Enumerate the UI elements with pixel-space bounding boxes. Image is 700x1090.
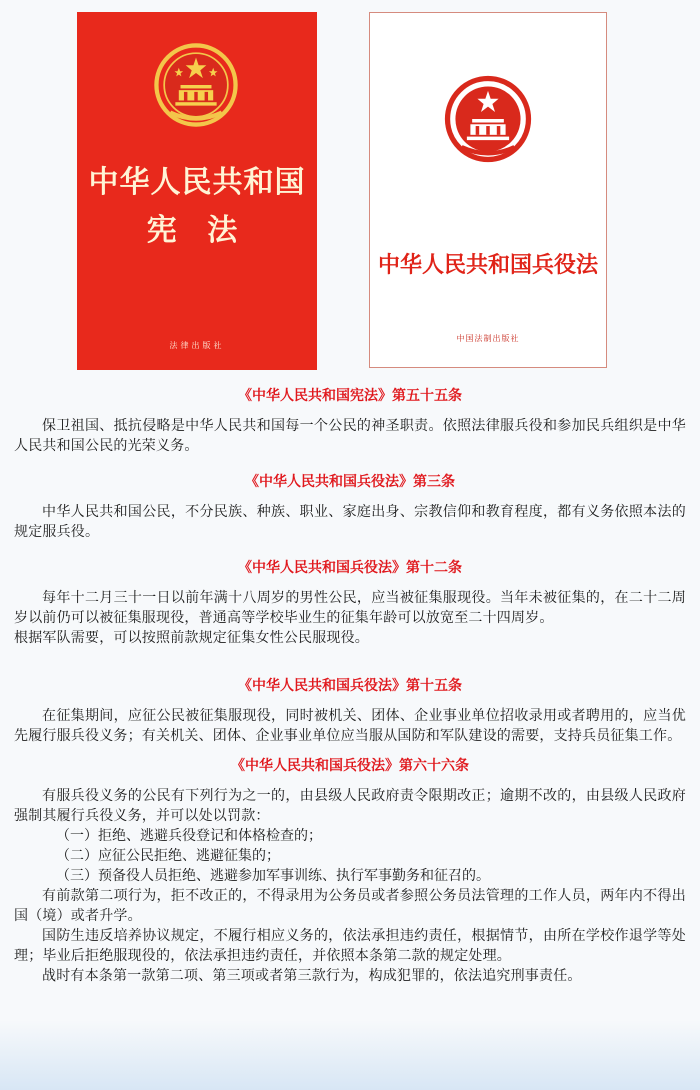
article-heading: 《中华人民共和国兵役法》第十五条 bbox=[238, 678, 462, 694]
cover-title-line-2: 宪 法 bbox=[146, 213, 248, 248]
article-heading: 《中华人民共和国兵役法》第三条 bbox=[245, 474, 455, 490]
article-heading: 《中华人民共和国兵役法》第六十六条 bbox=[231, 758, 469, 774]
article-paragraph: 有服兵役义务的公民有下列行为之一的，由县级人民政府责令限期改正；逾期不改的，由县级人民政府强制其履行兵役义务，并可以处以罚款： bbox=[14, 788, 686, 824]
article-heading: 《中华人民共和国宪法》第五十五条 bbox=[238, 388, 462, 404]
law-articles bbox=[14, 386, 686, 986]
article-paragraph: 每年十二月三十一日以前年满十八周岁的男性公民，应当被征集服现役。当年未被征集的，在二十二周岁以前仍可以被征集服现役，普通高等学校毕业生的征集年龄可以放宽至二十四周岁。 bbox=[14, 590, 686, 626]
constitution-book-cover bbox=[77, 12, 317, 370]
article-paragraph: 有前款第二项行为，拒不改正的，不得录用为公务员或者参照公务员法管理的工作人员，两年内不得出国（境）或者升学。 bbox=[14, 888, 686, 924]
article-paragraph: 中华人民共和国公民，不分民族、种族、职业、家庭出身、宗教信仰和教育程度，都有义务依照本法的规定服兵役。 bbox=[14, 504, 686, 540]
article-paragraph: 在征集期间，应征公民被征集服现役，同时被机关、团体、企业事业单位招收录用或者聘用的，应当优先履行服兵役义务；有关机关、团体、企业事业单位应当服从国防和军队建设的需要，支持兵员征集工作。 bbox=[14, 708, 686, 744]
article-paragraph: 战时有本条第一款第二项、第三项或者第三款行为，构成犯罪的，依法追究刑事责任。 bbox=[42, 968, 582, 984]
list-item: （三）预备役人员拒绝、逃避参加军事训练、执行军事勤务和征召的。 bbox=[56, 868, 490, 884]
list-item: （二）应征公民拒绝、逃避征集的； bbox=[56, 848, 280, 864]
bottom-haze bbox=[0, 1020, 700, 1090]
list-item: （一）拒绝、逃避兵役登记和体格检查的； bbox=[56, 828, 322, 844]
national-emblem-red-icon bbox=[444, 75, 532, 163]
cover-publisher: 法律出版社 bbox=[169, 341, 225, 350]
military-service-law-book-cover bbox=[369, 12, 607, 368]
article-paragraph: 国防生违反培养协议规定，不履行相应义务的，依法承担违约责任，根据情节，由所在学校作退学等处理；毕业后拒绝服现役的，依法承担违约责任，并依照本条第二款的规定处理。 bbox=[14, 928, 686, 964]
article-heading: 《中华人民共和国兵役法》第十二条 bbox=[238, 560, 462, 576]
article-paragraph: 保卫祖国、抵抗侵略是中华人民共和国每一个公民的神圣职责。依照法律服兵役和参加民兵组织是中华人民共和国公民的光荣义务。 bbox=[14, 418, 686, 454]
article-paragraph: 根据军队需要，可以按照前款规定征集女性公民服现役。 bbox=[14, 630, 369, 646]
cover-publisher: 中国法制出版社 bbox=[456, 334, 520, 343]
cover-title: 中华人民共和国兵役法 bbox=[377, 252, 598, 278]
national-emblem-gold-icon bbox=[153, 42, 239, 128]
cover-title-line-1: 中华人民共和国 bbox=[88, 165, 306, 200]
